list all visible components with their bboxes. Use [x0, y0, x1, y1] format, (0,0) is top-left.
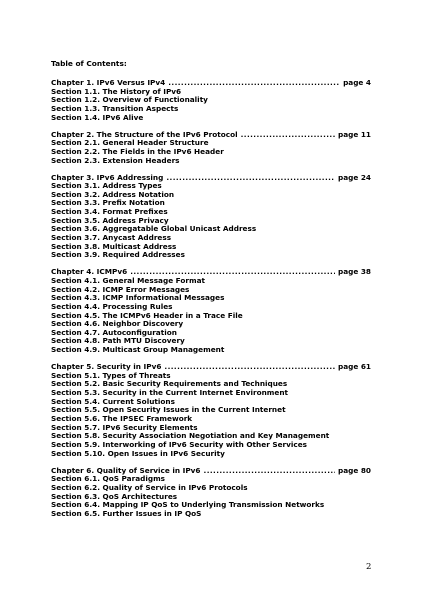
toc-section-entry: Section 2.3. Extension Headers: [51, 155, 180, 165]
toc-title: Table of Contents:: [51, 59, 127, 68]
toc-section-entry: Section 4.3. ICMP Informational Messages: [51, 293, 225, 303]
chapter-title: Chapter 5. Security in IPv6: [51, 362, 162, 372]
toc-section-entry: Section 5.3. Security in the Current Internet Environment: [51, 388, 289, 398]
toc-chapter-block: [51, 79, 371, 122]
toc-section-entry: Section 3.3. Prefix Notation: [51, 198, 165, 208]
table-of-contents: [51, 79, 371, 527]
dot-leader: [168, 79, 340, 88]
toc-section-entry: Section 5.2. Basic Security Requirements and Techniques: [51, 379, 288, 389]
chapter-page-ref: page 4: [343, 77, 371, 87]
toc-chapter-block: [51, 467, 371, 519]
chapter-page-ref: page 38: [337, 267, 371, 277]
toc-section-entry: Section 5.6. The IPSEC Framework: [51, 413, 193, 423]
toc-section-entry: Section 2.1. General Header Structure: [51, 138, 209, 148]
dot-leader: [204, 467, 335, 476]
toc-section-entry: Section 4.1. General Message Format: [51, 275, 206, 285]
toc-section-entry: Section 5.9. Interworking of IPv6 Security with Other Services: [51, 439, 308, 449]
toc-section-entry: Section 3.1. Address Types: [51, 181, 162, 191]
toc-section-entry: Section 6.4. Mapping IP QoS to Underlying Transmission Networks: [51, 500, 325, 510]
chapter-page-ref: page 61: [337, 362, 371, 372]
toc-section-entry: Section 6.5. Further Issues in IP QoS: [51, 508, 202, 518]
chapter-page-ref: page 80: [337, 465, 371, 475]
toc-section-entry: Section 3.2. Address Notation: [51, 189, 175, 199]
chapter-title: Chapter 4. ICMPv6: [51, 267, 128, 277]
chapter-page-ref: page 11: [337, 129, 371, 139]
chapter-page-ref: page 24: [337, 172, 371, 182]
toc-section-entry: Section 1.4. IPv6 Alive: [51, 112, 144, 122]
toc-chapter-block: [51, 174, 371, 260]
toc-section-entry: Section 1.2. Overview of Functionality: [51, 95, 208, 105]
toc-section-entry: Section 5.7. IPv6 Security Elements: [51, 422, 198, 432]
dot-leader: [166, 174, 335, 183]
dot-leader: [241, 131, 335, 140]
toc-chapter-block: [51, 363, 371, 458]
toc-section-entry: Section 3.8. Multicast Address: [51, 241, 177, 251]
toc-section-entry: Section 6.2. Quality of Service in IPv6 Protocols: [51, 482, 248, 492]
toc-section-entry: Section 1.3. Transition Aspects: [51, 103, 179, 113]
toc-section-entry: Section 4.6. Neighbor Discovery: [51, 319, 184, 329]
toc-chapter-block: [51, 131, 371, 166]
toc-section-entry: Section 3.6. Aggregatable Global Unicast Address: [51, 224, 257, 234]
toc-section-entry: Section 5.8. Security Association Negotiation and Key Management: [51, 431, 330, 441]
chapter-title: Chapter 2. The Structure of the IPv6 Protocol: [51, 129, 238, 139]
toc-section-entry: Section 6.3. QoS Architectures: [51, 491, 178, 501]
toc-chapter-block: [51, 268, 371, 354]
toc-section-entry: Section 5.10. Open Issues in IPv6 Security: [51, 448, 225, 458]
toc-section-entry: Section 5.1. Types of Threats: [51, 370, 171, 380]
chapter-title: Chapter 3. IPv6 Addressing: [51, 172, 164, 182]
toc-section-entry: Section 4.4. Processing Rules: [51, 301, 173, 311]
toc-section-entry: Section 5.5. Open Security Issues in the Current Internet: [51, 405, 286, 415]
chapter-title: Chapter 1. IPv6 Versus IPv4: [51, 77, 166, 87]
toc-section-entry: Section 2.2. The Fields in the IPv6 Header: [51, 146, 224, 156]
toc-section-entry: Section 4.2. ICMP Error Messages: [51, 284, 190, 294]
dot-leader: [164, 363, 335, 372]
toc-section-entry: Section 4.7. Autoconfiguration: [51, 327, 177, 337]
toc-section-entry: Section 4.8. Path MTU Discovery: [51, 336, 185, 346]
toc-section-entry: Section 4.9. Multicast Group Management: [51, 345, 225, 355]
toc-section-entry: Section 1.1. The History of IPv6: [51, 86, 182, 96]
toc-section-entry: Section 6.1. QoS Paradigms: [51, 474, 166, 484]
toc-section-entry: Section 3.9. Required Addresses: [51, 250, 185, 260]
chapter-title: Chapter 6. Quality of Service in IPv6: [51, 465, 201, 475]
toc-section-entry: Section 3.5. Address Privacy: [51, 215, 169, 225]
toc-section-entry: Section 3.4. Format Prefixes: [51, 207, 168, 217]
toc-section-entry: Section 4.5. The ICMPv6 Header in a Trace File: [51, 310, 243, 320]
page-number: 2: [366, 562, 372, 572]
toc-section-entry: Section 5.4. Current Solutions: [51, 396, 175, 406]
toc-section-entry: Section 3.7. Anycast Address: [51, 233, 172, 243]
